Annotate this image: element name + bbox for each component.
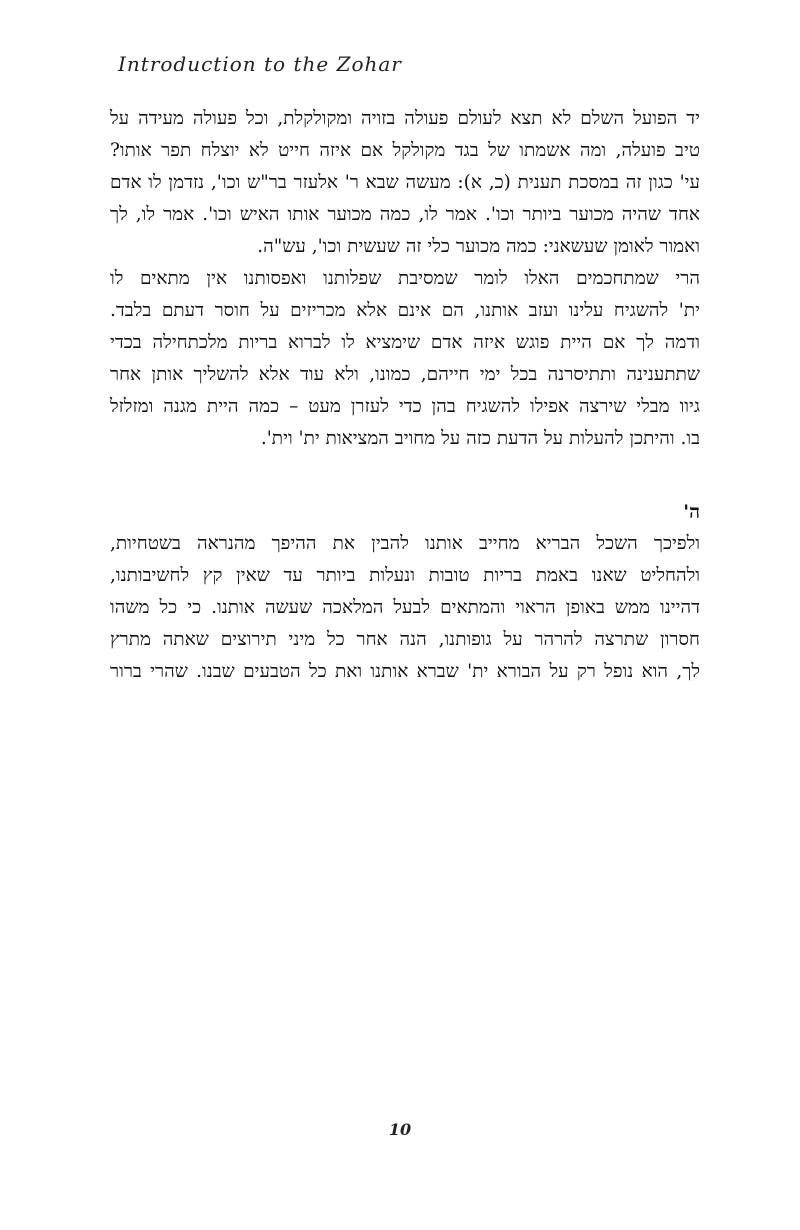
text-line: לך, הוא נופל רק על הבורא ית' שברא אותנו ואת כל הטבעים שבנו. שהרי ברור	[110, 661, 700, 682]
text-line: דהיינו ממש באופן הראוי והמתאים לבעל המלאכה שעשה אותנו. כי כל משהו	[110, 597, 700, 618]
text-line: ואמור לאומן שעשאני: כמה מכוער כלי זה שעשית וכו', עש"ה.	[257, 236, 700, 257]
text-line: עי' כגון זה במסכת תענית (כ, א): מעשה שבא ר' אלעזר בר"ש וכו', נזדמן לו אדם	[110, 172, 700, 193]
page-number: 10	[388, 1120, 412, 1139]
text-line: ית' להשגיח עלינו ועזב אותנו, הם אינם אלא מכריזים על חוסר דעתם בלבד.	[110, 300, 700, 321]
text-line: ולהחליט שאנו באמת בריות טובות ונעלות ביותר עד שאין קץ לחשיבותנו,	[110, 565, 700, 586]
text-line: אחד שהיה מכוער ביותר וכו'. אמר לו, כמה מכוער אותו האיש וכו'. אמר לו, לך	[110, 204, 700, 225]
body-text-upper	[110, 103, 700, 455]
section-heading: ה'	[683, 501, 700, 523]
running-header-title: Introduction to the Zohar	[118, 52, 402, 76]
text-line: יד הפועל השלם לא תצא לעולם פעולה בזויה ומקולקלת, וכל פעולה מעידה על	[110, 108, 700, 129]
text-line: טיב פועלה, ומה אשמתו של בגד מקולקל אם איזה חייט לא יוצלח תפר אותו?	[110, 140, 700, 161]
text-line: ולפיכך השכל הבריא מחייב אותנו להבין את ההיפך מהנראה בשטחיות,	[110, 533, 700, 554]
text-line: חסרון שתרצה להרהר על גופותנו, הנה אחר כל מיני תירוצים שאתה מתרץ	[110, 629, 700, 650]
body-text-lower	[110, 528, 700, 688]
text-line: הרי שמתחכמים האלו לומר שמסיבת שפלותנו ואפסותנו אין מתאים לו	[110, 268, 700, 289]
text-line: שתתענינה ותתיסרנה בכל ימי חייהם, כמונו, ולא עוד אלא להשליך אותן אחר	[110, 364, 700, 385]
text-line: בו. והיתכן להעלות על הדעת כזה על מחויב המציאות ית' וית'.	[260, 428, 700, 449]
text-line: גיוו מבלי שירצה אפילו להשגיח בהן כדי לעזרן מעט – כמה היית מגנה ומזלזל	[110, 396, 700, 417]
text-line: ודמה לך אם היית פוגש איזה אדם שימציא לו לברוא בריות מלכתחילה בכדי	[110, 332, 700, 353]
